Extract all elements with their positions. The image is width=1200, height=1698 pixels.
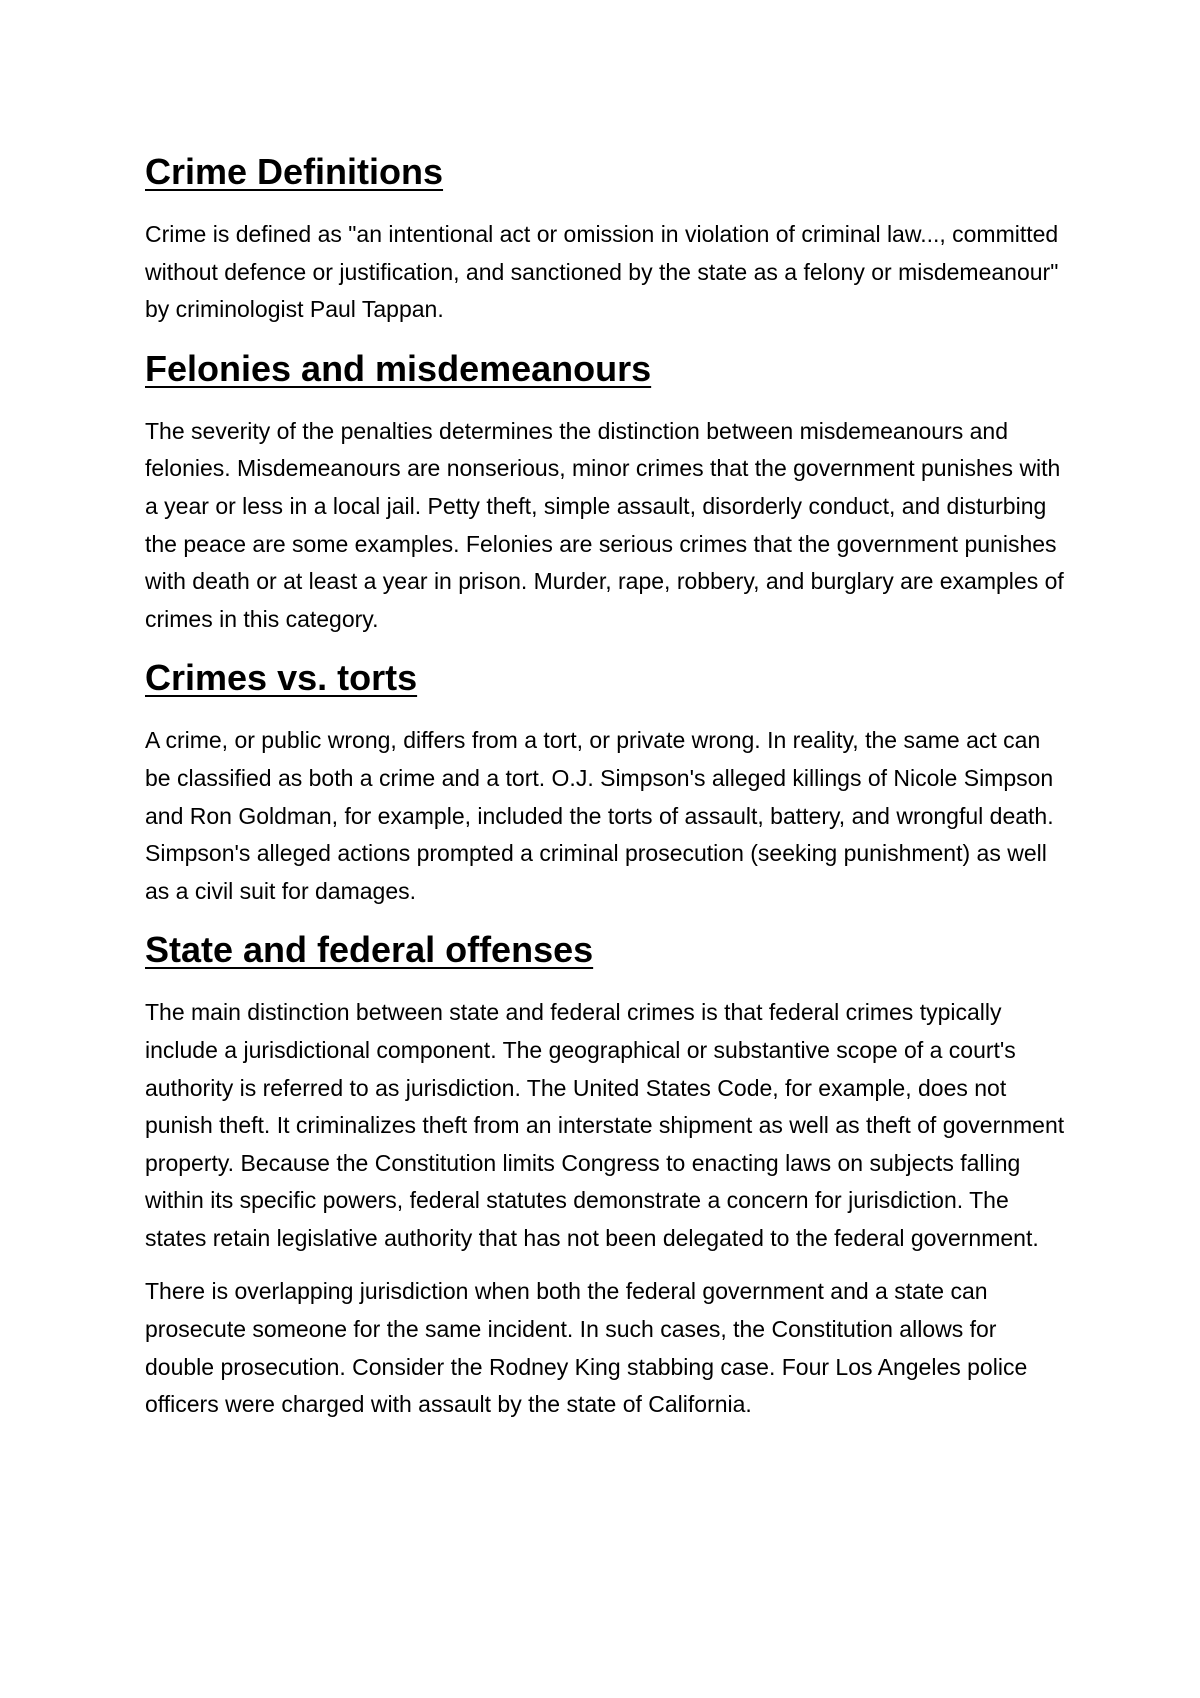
section-felonies-and-misdemeanours: [145, 345, 1070, 639]
section-heading: State and federal offenses: [145, 929, 594, 971]
section-paragraph: The severity of the penalties determines the distinction between misdemeanours and felonies. Misdemeanours are nonserious, minor crimes that the government punishes with a year or less in a local jail. Petty theft, simple assault, disorderly conduct, and disturbing the peace are some examples. Felonies are serious crimes that the government punishes with death or at least a year in prison. Murder, rape, robbery, and burglary are examples of crimes in this category.: [145, 417, 1064, 632]
section-state-and-federal-offenses: [145, 926, 1070, 1424]
section-heading: Felonies and misdemeanours: [145, 347, 652, 389]
section-heading: Crime Definitions: [145, 151, 444, 192]
section-crimes-vs-torts: [145, 654, 1070, 910]
section-paragraph: The main distinction between state and federal crimes is that federal crimes typically include a jurisdictional component. The geographical or substantive scope of a court's authority is referred to as jurisdiction. The United States Code, for example, does not punish theft. It criminalizes theft from an interstate shipment as well as theft of government property. Because the Constitution limits Congress to enacting laws on subjects falling within its specific powers, federal statutes demonstrate a concern for jurisdiction. The states retain legislative authority that has not been delegated to the federal government.: [145, 999, 1065, 1251]
section-paragraph: A crime, or public wrong, differs from a tort, or private wrong. In reality, the same act can be classified as both a crime and a tort. O.J. Simpson's alleged killings of Nicole Simpson and Ron Goldman, for example, included the torts of assault, battery, and wrongful death. Simpson's alleged actions prompted a criminal prosecution (seeking punishment) as well as a civil suit for damages.: [145, 727, 1054, 904]
section-paragraph: Crime is defined as "an intentional act or omission in violation of criminal law..., committed without defence or justification, and sanctioned by the state as a felony or misdemeanour" by criminologist Paul Tappan.: [145, 221, 1059, 323]
section-paragraph: There is overlapping jurisdiction when both the federal government and a state can prosecute someone for the same incident. In such cases, the Constitution allows for double prosecution. Consider the Rodney King stabbing case. Four Los Angeles police officers were charged with assault by the state of California.: [145, 1278, 1028, 1418]
document-page: [145, 148, 1070, 1440]
section-heading: Crimes vs. torts: [145, 657, 418, 699]
section-crime-definitions: [145, 148, 1070, 329]
